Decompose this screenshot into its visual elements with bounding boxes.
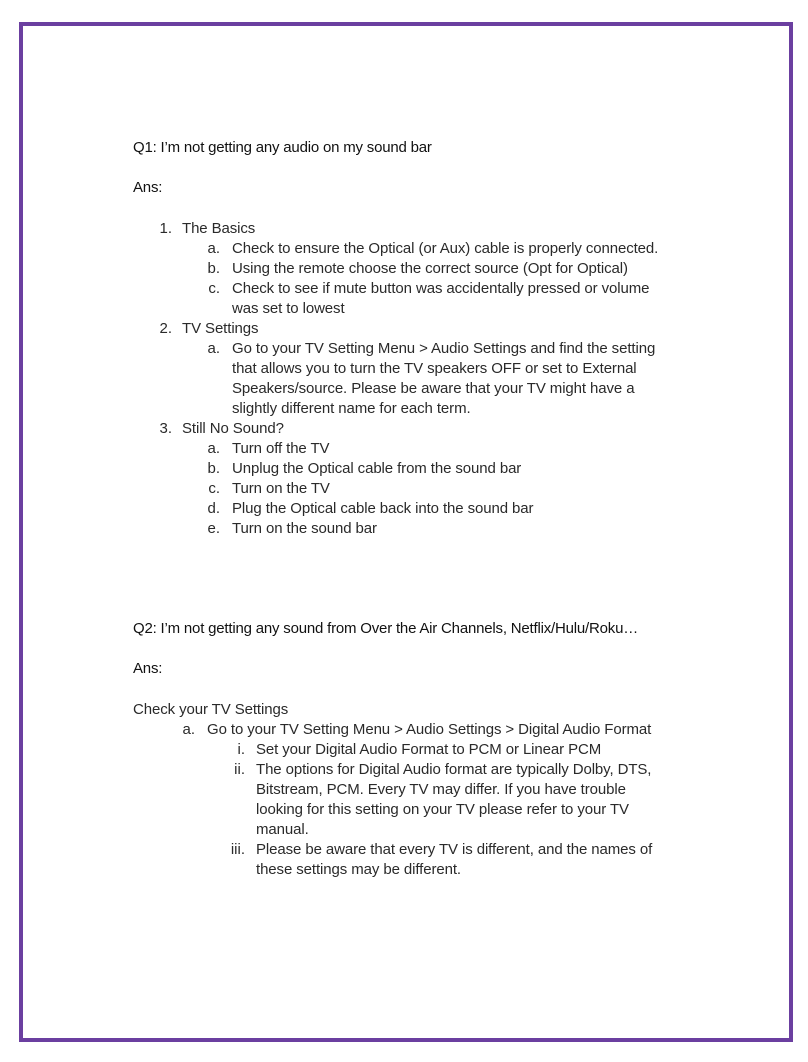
q1-item-3a-line-1: Turn off the TV bbox=[232, 440, 330, 457]
q1-item-1a-num: a. bbox=[207, 240, 220, 257]
q1-item-1-title: The Basics bbox=[182, 220, 256, 237]
q1-item-3b-line-1: Unplug the Optical cable from the sound bar bbox=[232, 460, 522, 477]
q1-item-1c-line-2: was set to lowest bbox=[232, 300, 345, 317]
q1-question: Q1: I’m not getting any audio on my sound bar bbox=[133, 139, 432, 156]
q2-sub-iii-line-2: these settings may be different. bbox=[256, 861, 461, 878]
q2-step-num: a. bbox=[182, 721, 195, 738]
q1-item-2a-line-4: slightly different name for each term. bbox=[232, 400, 471, 417]
q1-item-1c-num: c. bbox=[208, 280, 220, 297]
q1-item-3-num: 3. bbox=[159, 420, 172, 437]
q2-sub-ii-line-4: manual. bbox=[256, 821, 309, 838]
q2-sub-iii-line-1: Please be aware that every TV is different, and the names of bbox=[256, 841, 653, 858]
q2-question: Q2: I’m not getting any sound from Over the Air Channels, Netflix/Hulu/Roku… bbox=[133, 620, 639, 637]
q2-sub-i-num: i. bbox=[237, 741, 245, 758]
q2-ans-label: Ans: bbox=[133, 660, 163, 677]
q1-item-3-title: Still No Sound? bbox=[182, 420, 284, 437]
q2-step-text: Go to your TV Setting Menu > Audio Settings > Digital Audio Format bbox=[207, 721, 652, 738]
q1-item-1b-line-1: Using the remote choose the correct source (Opt for Optical) bbox=[232, 260, 628, 277]
q1-ans-label: Ans: bbox=[133, 179, 163, 196]
q2-sub-ii-line-3: looking for this setting on your TV please refer to your TV bbox=[256, 801, 629, 818]
q1-item-3c-num: c. bbox=[208, 480, 220, 497]
q1-item-2a-num: a. bbox=[207, 340, 220, 357]
q2-sub-ii-line-2: Bitstream, PCM. Every TV may differ. If you have trouble bbox=[256, 781, 626, 798]
q1-item-2a-line-1: Go to your TV Setting Menu > Audio Settings and find the setting bbox=[232, 340, 656, 357]
q1-item-2a-line-2: that allows you to turn the TV speakers OFF or set to External bbox=[232, 360, 637, 377]
q1-item-3a-num: a. bbox=[207, 440, 220, 457]
q1-item-3e-line-1: Turn on the sound bar bbox=[232, 520, 377, 537]
page-border bbox=[19, 22, 793, 1042]
q2-sub-i-line-1: Set your Digital Audio Format to PCM or Linear PCM bbox=[256, 741, 602, 758]
q1-item-3b-num: b. bbox=[207, 460, 220, 477]
q1-item-1b-num: b. bbox=[207, 260, 220, 277]
q1-item-1a-line-1: Check to ensure the Optical (or Aux) cable is properly connected. bbox=[232, 240, 659, 257]
q2-sub-ii-num: ii. bbox=[234, 761, 245, 778]
q1-item-1-num: 1. bbox=[159, 220, 172, 237]
q1-item-1c-line-1: Check to see if mute button was accidentally pressed or volume bbox=[232, 280, 650, 297]
q2-sub-iii-num: iii. bbox=[230, 841, 245, 858]
q1-item-2-title: TV Settings bbox=[182, 320, 259, 337]
q1-item-2-num: 2. bbox=[159, 320, 172, 337]
q1-item-2a-line-3: Speakers/source. Please be aware that your TV might have a bbox=[232, 380, 635, 397]
q2-intro: Check your TV Settings bbox=[133, 701, 289, 718]
q1-item-3d-line-1: Plug the Optical cable back into the sound bar bbox=[232, 500, 534, 517]
q2-sub-ii-line-1: The options for Digital Audio format are typically Dolby, DTS, bbox=[256, 761, 652, 778]
q1-item-3e-num: e. bbox=[207, 520, 220, 537]
q1-item-3c-line-1: Turn on the TV bbox=[232, 480, 330, 497]
q1-item-3d-num: d. bbox=[207, 500, 220, 517]
